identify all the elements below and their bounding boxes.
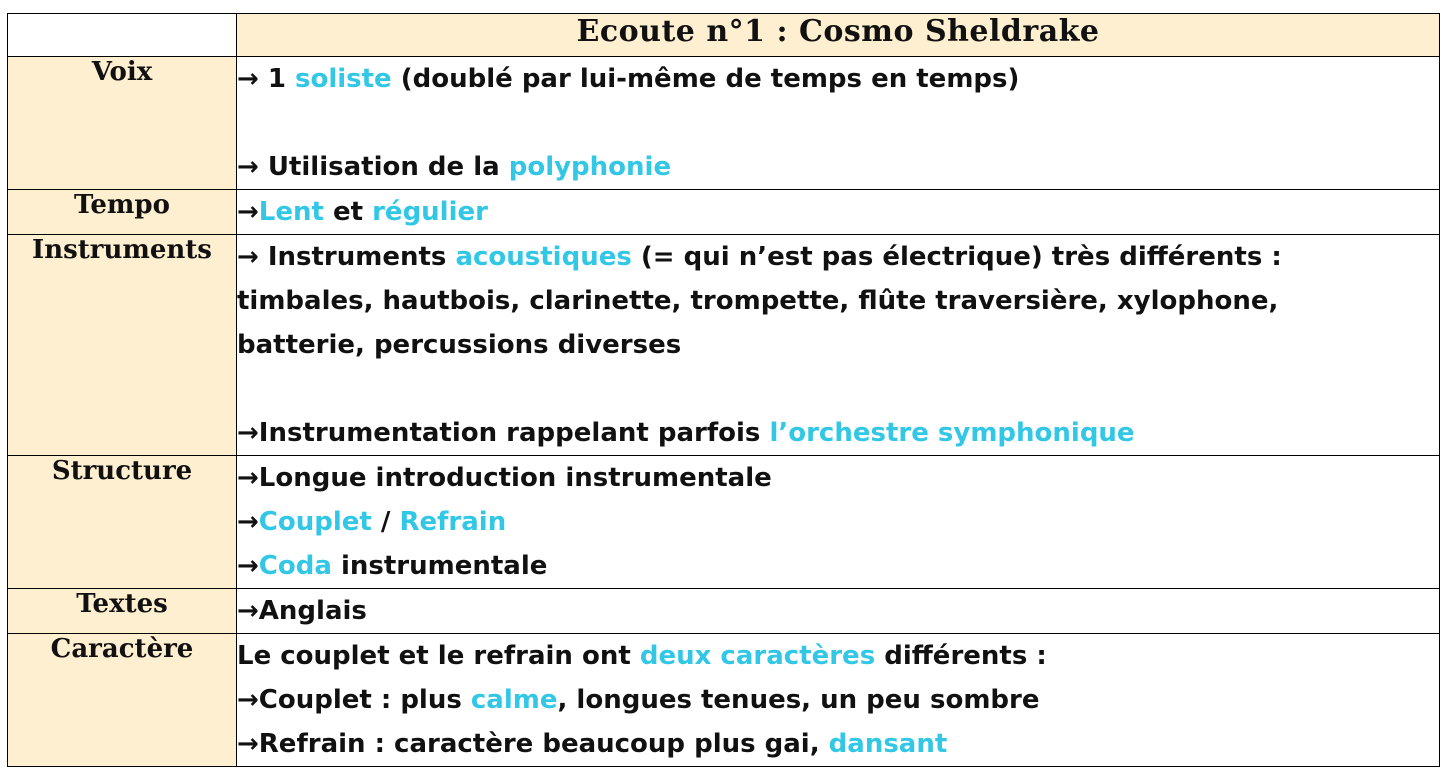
text-segment: → <box>237 551 259 581</box>
table-row <box>8 456 1440 589</box>
row-label: Tempo <box>8 190 237 235</box>
row-label: Instruments <box>8 235 237 456</box>
text-segment: →Anglais <box>237 596 367 626</box>
content-line <box>237 589 1439 633</box>
content-line <box>237 678 1439 722</box>
blank-line <box>237 101 1439 145</box>
content-line <box>237 279 1439 323</box>
highlighted-term: Refrain <box>399 507 507 537</box>
highlighted-term: soliste <box>294 64 392 94</box>
row-content <box>237 235 1440 456</box>
content-line <box>237 190 1439 234</box>
row-content <box>237 589 1440 634</box>
content-line <box>237 411 1439 455</box>
text-segment: → <box>237 197 259 227</box>
text-segment: Le couplet et le refrain ont <box>237 641 640 671</box>
row-label: Structure <box>8 456 237 589</box>
text-segment: timbales, hautbois, clarinette, trompette, flûte traversière, xylophone, <box>237 286 1279 316</box>
content-line <box>237 57 1439 101</box>
blank-line <box>237 367 1439 411</box>
table-row <box>8 589 1440 634</box>
row-content <box>237 456 1440 589</box>
content-line <box>237 722 1439 766</box>
text-segment: →Refrain : caractère beaucoup plus gai, <box>237 729 829 759</box>
highlighted-term: régulier <box>372 197 488 227</box>
content-line <box>237 544 1439 588</box>
content-line <box>237 235 1439 279</box>
highlighted-term: dansant <box>828 729 948 759</box>
text-segment: (doublé par lui-même de temps en temps) <box>391 64 1020 94</box>
text-segment: →Longue introduction instrumentale <box>237 463 772 493</box>
row-content <box>237 190 1440 235</box>
content-line <box>237 456 1439 500</box>
row-label: Textes <box>8 589 237 634</box>
highlighted-term: acoustiques <box>455 242 632 272</box>
table-row <box>8 235 1440 456</box>
listening-table <box>7 13 1440 767</box>
corner-cell <box>8 14 237 57</box>
text-segment: → <box>237 507 259 537</box>
header-row <box>8 14 1440 57</box>
content-line <box>237 145 1439 189</box>
text-segment: instrumentale <box>331 551 548 581</box>
content-line <box>237 634 1439 678</box>
text-segment: →Couplet : plus <box>237 685 471 715</box>
highlighted-term: polyphonie <box>508 152 672 182</box>
text-segment: , longues tenues, un peu sombre <box>557 685 1040 715</box>
text-segment: / <box>371 507 400 537</box>
table-row <box>8 190 1440 235</box>
title-cell <box>237 14 1440 57</box>
text-segment: → Instruments <box>237 242 456 272</box>
row-content <box>237 634 1440 767</box>
table-title: Ecoute n°1 : Cosmo Sheldrake <box>576 14 1100 49</box>
highlighted-term: Coda <box>258 551 332 581</box>
text-segment: (= qui n’est pas électrique) très différents : <box>631 242 1282 272</box>
row-content <box>237 57 1440 190</box>
content-line <box>237 500 1439 544</box>
table-row <box>8 57 1440 190</box>
text-segment: batterie, percussions diverses <box>237 330 682 360</box>
row-label: Caractère <box>8 634 237 767</box>
highlighted-term: deux caractères <box>639 641 876 671</box>
table-row <box>8 634 1440 767</box>
row-label: Voix <box>8 57 237 190</box>
text-segment: → 1 <box>237 64 295 94</box>
highlighted-term: calme <box>470 685 558 715</box>
text-segment: →Instrumentation rappelant parfois <box>237 418 770 448</box>
text-segment: → Utilisation de la <box>237 152 509 182</box>
content-line <box>237 323 1439 367</box>
text-segment: différents : <box>875 641 1047 671</box>
highlighted-term: Couplet <box>258 507 372 537</box>
highlighted-term: l’orchestre symphonique <box>769 418 1135 448</box>
highlighted-term: Lent <box>258 197 324 227</box>
text-segment: et <box>323 197 373 227</box>
